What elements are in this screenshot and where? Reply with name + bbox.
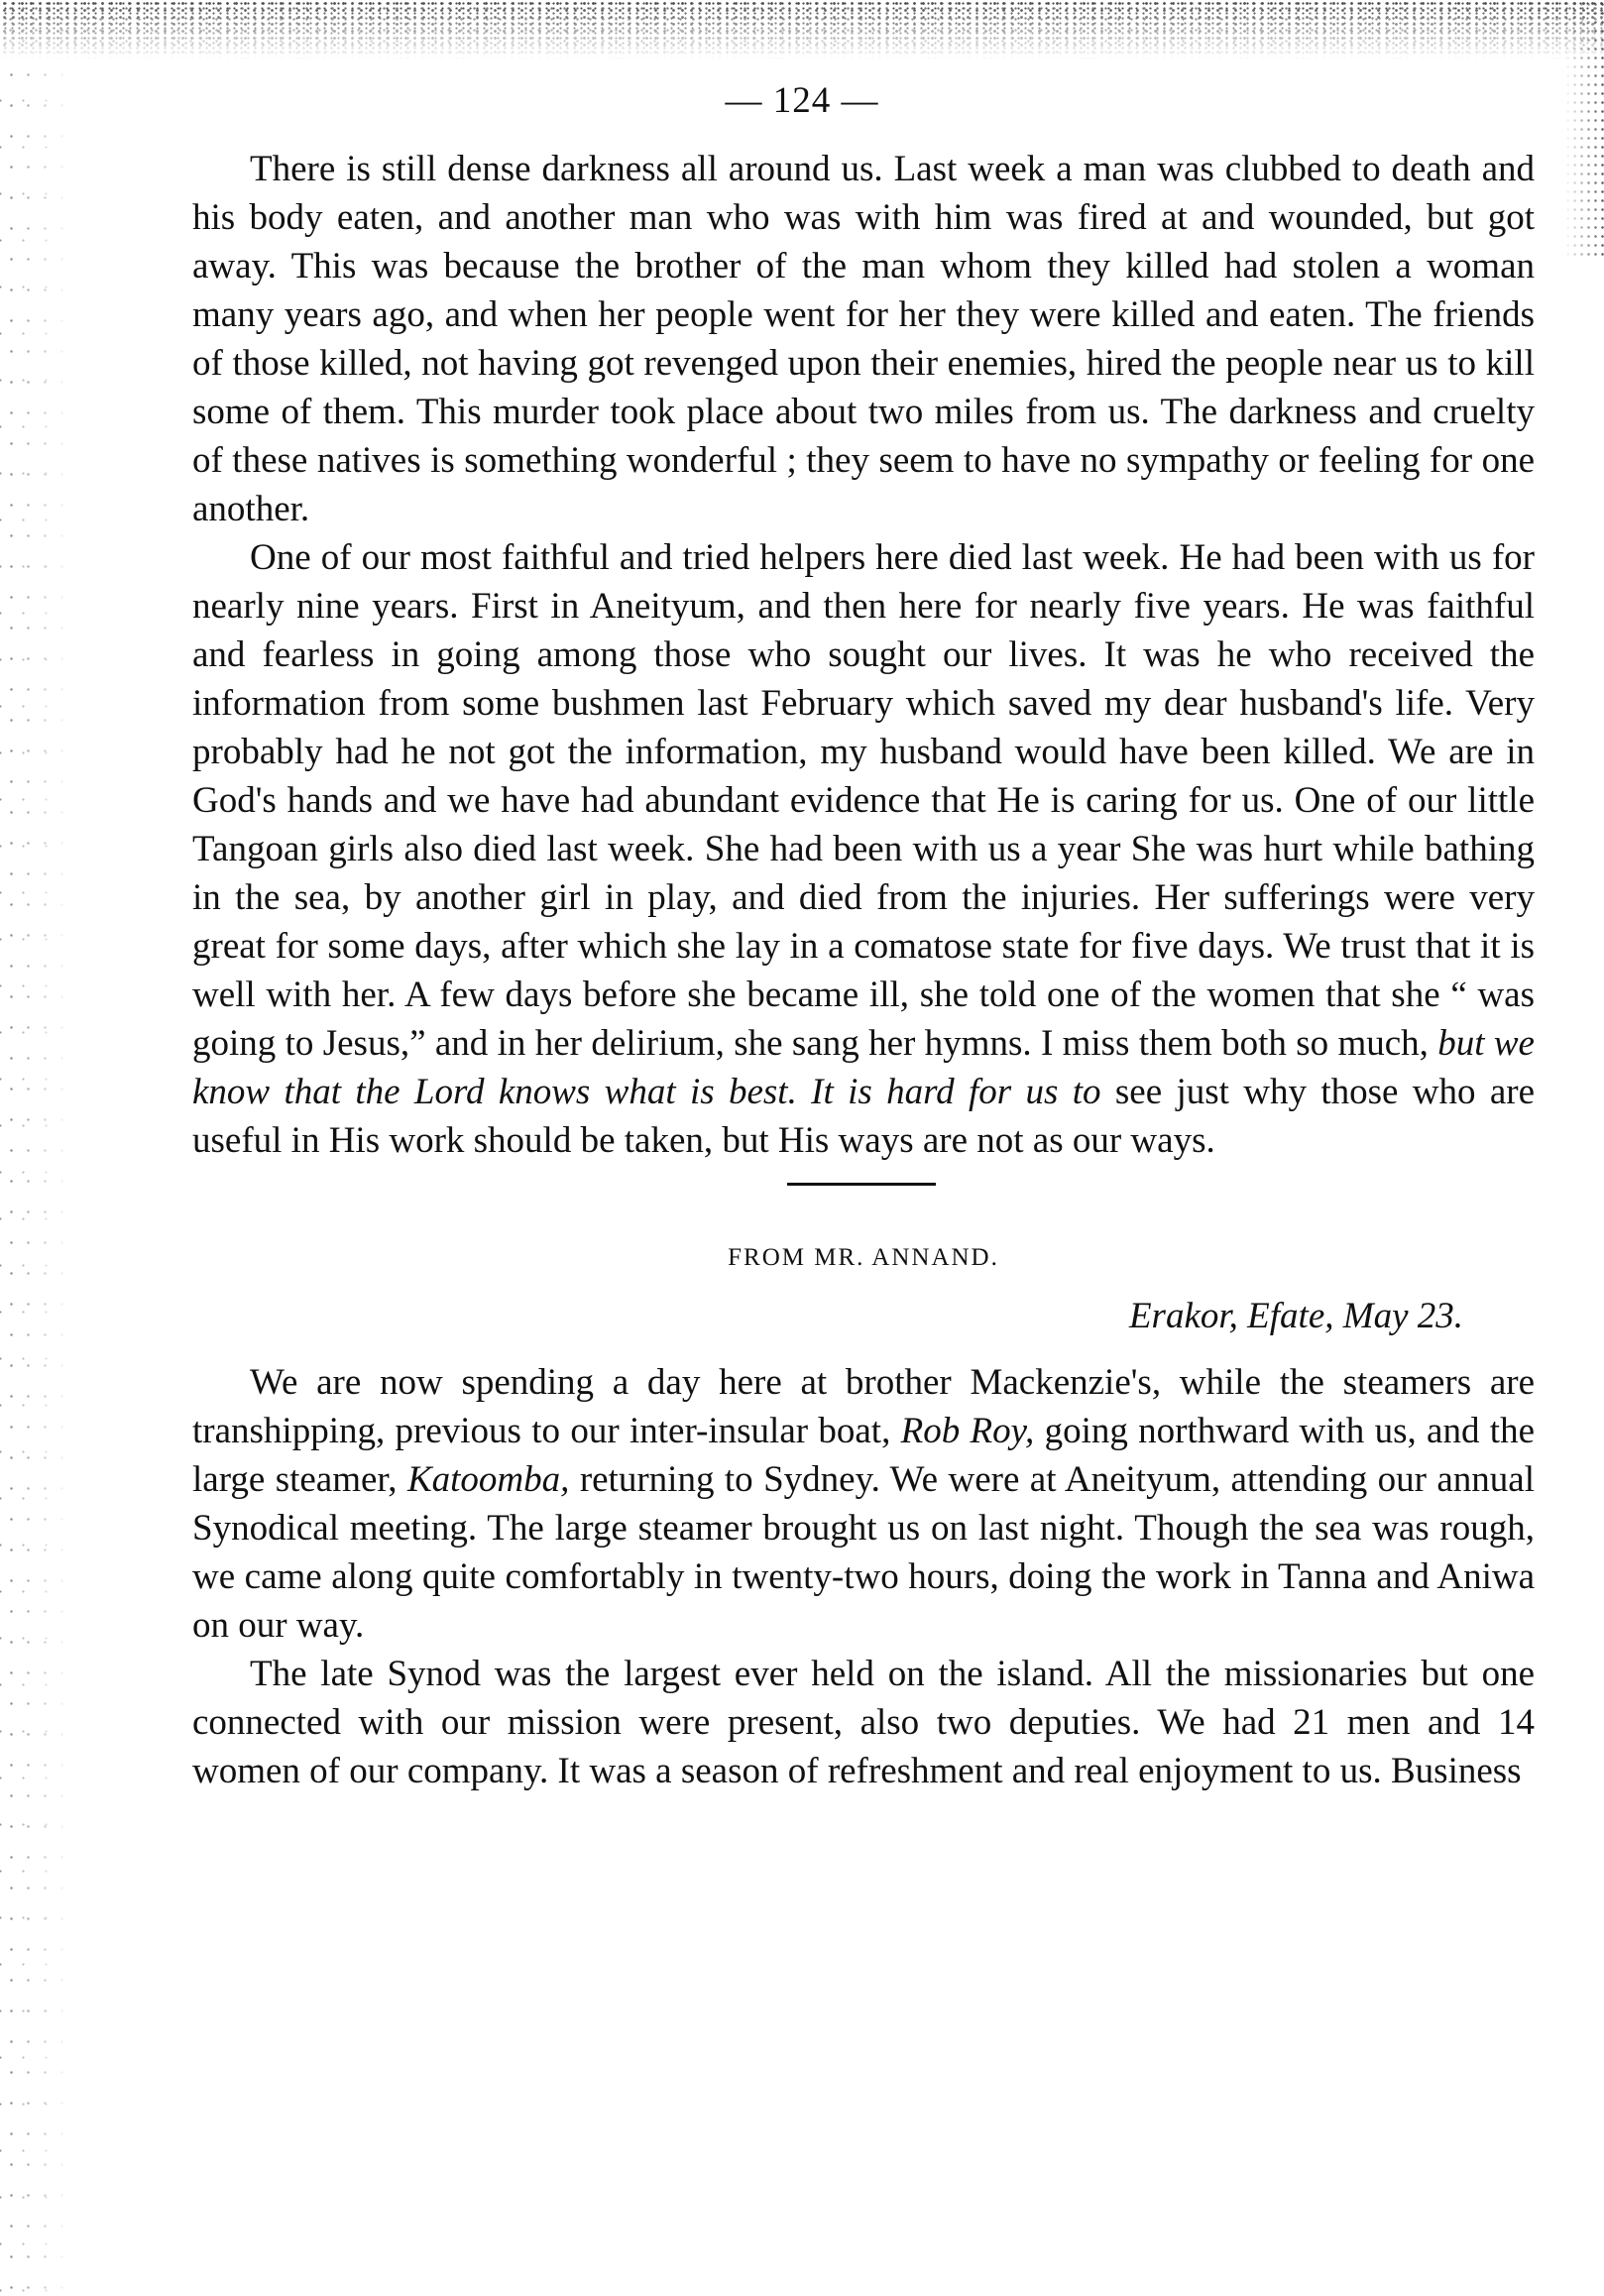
paragraph [192, 533, 1535, 1165]
text-segment: going northward with us, and the large steamer, [192, 1411, 1535, 1500]
paragraph [192, 1650, 1535, 1795]
text-segment: The late Synod was the largest ever held on the island. All the missionaries but one connected with our mission were present, also two deputies. We had 21 men and 14 women of our company. It was a season of refreshment and real enjoyment to us. Business [192, 1654, 1535, 1791]
letter-one [192, 145, 1535, 1165]
section-two-body [192, 1358, 1535, 1795]
text-segment: returning to Sydney. We were at Aneityum, attending our annual Synodical meeting. The large steamer brought us on last night. Though the sea was rough, we came along quite comfortably in twenty-two hours, doing the work in Tanna and Aniwa on our way. [192, 1459, 1536, 1646]
scan-noise-right [1564, 0, 1604, 258]
section-heading: FROM MR. ANNAND. [728, 1244, 999, 1271]
page-number: — 124 — [725, 80, 879, 121]
paragraph [192, 145, 1535, 533]
scan-noise-left [0, 59, 69, 2296]
dateline: Erakor, Efate, May 23. [1128, 1296, 1463, 1336]
section-divider [192, 1165, 1535, 1224]
scan-noise-top [0, 0, 1604, 59]
text-segment: There is still dense darkness all around us. Last week a man was clubbed to death and his body eaten, and another man who was with him was fired at and wounded, but got away. This was because the brother of the man whom they killed had stolen a woman many years ago, and when her people went for her they were killed and eaten. The friends of those killed, not having got revenged upon their enemies, hired the people near us to kill some of them. This murder took place about two miles from us. The darkness and cruelty of these natives is something wonderful ; they seem to have no sympathy or feeling for one another. [192, 149, 1535, 529]
italic-text: but we know that the Lord knows what is best. It is hard for us to [192, 1023, 1535, 1112]
paragraph [192, 1358, 1535, 1650]
body-text [192, 145, 1535, 1795]
text-segment: We are now spending a day here at brother Mackenzie's, while the steamers are transhipping, previous to our inter-insular boat, [192, 1362, 1535, 1451]
italic-text: Rob Roy, [900, 1411, 1035, 1451]
divider-rule [787, 1183, 936, 1186]
text-segment: One of our most faithful and tried helpers here died last week. He had been with us for nearly nine years. First in Aneityum, and then here for nearly five years. He was faithful and fearless in going among those who sought our lives. It was he who received the information from some bushmen last February which saved my dear husband's life. Very probably had he not got the information, my husband would have been killed. We are in God's hands and we have had abundant evidence that He is caring for us. One of our little Tangoan girls also died last week. She had been with us a year She was hurt while bathing in the sea, by another girl in play, and died from the injuries. Her sufferings were very great for some days, after which she lay in a comatose state for five days. We trust that it is well with her. A few days before she became ill, she told one of the women that she “ was going to Jesus,” and in her delirium, she sang her hymns. I miss them both so much, [192, 537, 1535, 1064]
italic-text: Katoomba, [406, 1459, 570, 1500]
text-segment: see just why those who are useful in His work should be taken, but His ways are not as our ways. [192, 1072, 1535, 1161]
